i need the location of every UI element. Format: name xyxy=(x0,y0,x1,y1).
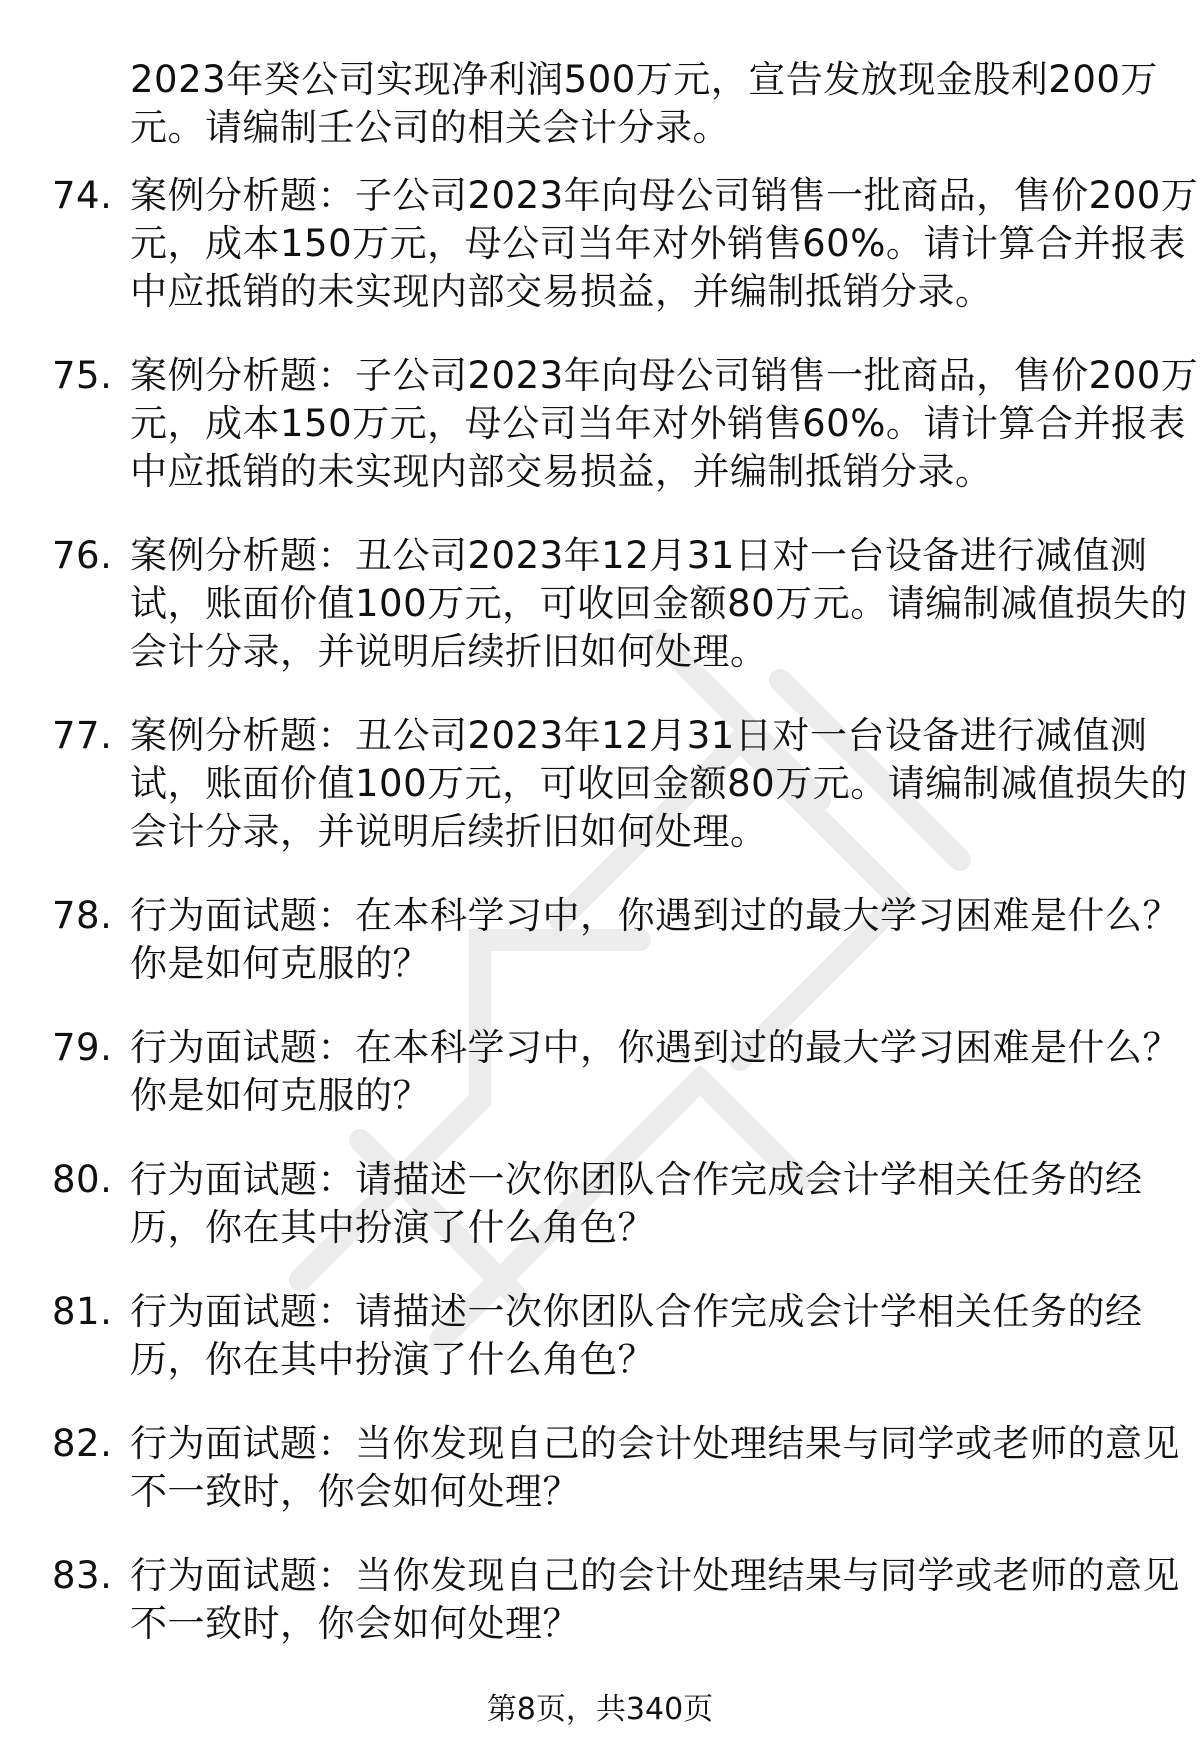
question-line: 行为面试题：请描述一次你团队合作完成会计学相关任务的经 xyxy=(130,1158,1143,1201)
question-line: 你是如何克服的？ xyxy=(130,1074,430,1117)
question-number: 83. xyxy=(52,1554,113,1597)
question-line: 试，账面价值100万元，可收回金额80万元。请编制减值损失的 xyxy=(130,582,1188,625)
question-text xyxy=(130,1288,1150,1384)
question-number: 78. xyxy=(52,894,113,937)
question-text xyxy=(130,712,1188,856)
question-line: 案例分析题：子公司2023年向母公司销售一批商品，售价200万 xyxy=(130,174,1199,217)
question-number: 82. xyxy=(52,1422,113,1465)
question-text xyxy=(130,1156,1150,1252)
question-text xyxy=(130,532,1188,676)
question-line: 中应抵销的未实现内部交易损益，并编制抵销分录。 xyxy=(130,270,993,313)
question-line: 案例分析题：子公司2023年向母公司销售一批商品，售价200万 xyxy=(130,354,1199,397)
question-line: 不一致时，你会如何处理？ xyxy=(130,1602,580,1645)
question-text xyxy=(130,892,1180,988)
question-number: 80. xyxy=(52,1158,113,1201)
intro-paragraph xyxy=(130,56,1158,152)
question-line: 会计分录，并说明后续折旧如何处理。 xyxy=(130,630,768,673)
question-text xyxy=(130,1552,1180,1648)
question-line: 历，你在其中扮演了什么角色？ xyxy=(130,1338,655,1381)
question-line: 元，成本150万元，母公司当年对外销售60%。请计算合并报表 xyxy=(130,402,1186,445)
question-number: 81. xyxy=(52,1290,113,1333)
question-line: 案例分析题：丑公司2023年12月31日对一台设备进行减值测 xyxy=(130,714,1148,757)
question-line: 元，成本150万元，母公司当年对外销售60%。请计算合并报表 xyxy=(130,222,1186,265)
question-number: 76. xyxy=(52,534,113,577)
question-text xyxy=(130,1024,1180,1120)
intro-line: 2023年癸公司实现净利润500万元，宣告发放现金股利200万 xyxy=(130,58,1158,101)
question-number: 77. xyxy=(52,714,113,757)
question-number: 79. xyxy=(52,1026,113,1069)
question-line: 案例分析题：丑公司2023年12月31日对一台设备进行减值测 xyxy=(130,534,1148,577)
question-line: 试，账面价值100万元，可收回金额80万元。请编制减值损失的 xyxy=(130,762,1188,805)
question-line: 不一致时，你会如何处理？ xyxy=(130,1470,580,1513)
question-line: 行为面试题：请描述一次你团队合作完成会计学相关任务的经 xyxy=(130,1290,1143,1333)
question-number: 75. xyxy=(52,354,113,397)
question-line: 行为面试题：当你发现自己的会计处理结果与同学或老师的意见 xyxy=(130,1554,1180,1597)
question-text xyxy=(130,352,1199,496)
question-text xyxy=(130,1420,1180,1516)
question-line: 会计分录，并说明后续折旧如何处理。 xyxy=(130,810,768,853)
question-line: 中应抵销的未实现内部交易损益，并编制抵销分录。 xyxy=(130,450,993,493)
question-text xyxy=(130,172,1199,316)
page-footer xyxy=(0,1690,1200,1730)
question-line: 行为面试题：在本科学习中，你遇到过的最大学习困难是什么？ xyxy=(130,1026,1180,1069)
question-line: 行为面试题：在本科学习中，你遇到过的最大学习困难是什么？ xyxy=(130,894,1180,937)
intro-line: 元。请编制壬公司的相关会计分录。 xyxy=(130,106,730,149)
page-number-label: 第8页，共340页 xyxy=(486,1692,714,1727)
question-number: 74. xyxy=(52,174,113,217)
question-line: 历，你在其中扮演了什么角色？ xyxy=(130,1206,655,1249)
question-line: 你是如何克服的？ xyxy=(130,942,430,985)
question-line: 行为面试题：当你发现自己的会计处理结果与同学或老师的意见 xyxy=(130,1422,1180,1465)
